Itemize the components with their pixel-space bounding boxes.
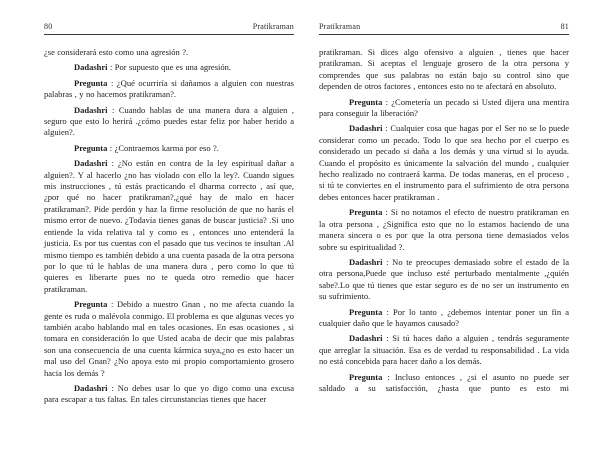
- paragraph: [319, 97, 569, 120]
- paragraph-text: : ¿Contraemos karma por eso ?.: [107, 142, 219, 153]
- speaker-label: Pregunta: [349, 306, 383, 317]
- speaker-label: Pregunta: [349, 96, 383, 107]
- paragraph: [319, 123, 569, 203]
- paragraph: [319, 207, 569, 253]
- paragraph: [319, 47, 569, 93]
- running-title: Pratikraman: [252, 22, 294, 31]
- paragraph: [44, 158, 294, 295]
- paragraph: [319, 372, 569, 395]
- paragraph-text: pratikraman. Si dices algo ofensivo a alguien , tienes que hacer pratikraman. Si aceptas el lenguaje grosero de la otra persona y comprendes que sus palabras no están bajo su control sino que dependen de otros factores , entonces esto no te afectará en absoluto.: [319, 47, 569, 92]
- speaker-label: Dadashri: [74, 158, 108, 169]
- paragraph-text: : Si tú haces daño a alguien , tendrás seguramente que arreglar la situación. Esa es de verdad tu responsabilidad . La vida no está concebida para hacer daño a los demás.: [319, 333, 569, 367]
- paragraph-text: ¿se considerará esto como una agresión ?.: [44, 47, 189, 57]
- paragraph-text: : Por supuesto que es una agresión.: [107, 62, 231, 73]
- speaker-label: Dadashri: [74, 62, 108, 73]
- paragraph-text: : Cualquier cosa que hagas por el Ser no se lo puede considerar como un pecado. Todo lo que sea hecho por el cuerpo es considerado un pecado si daña a los demás y una virtud si lo ayuda. Cuando el propósito es únicamente la salvación del mundo , cualquier hecho realizado no contraerá karma. De todas maneras, en el proceso , si tú te conviertes en el instrumento para el sufrimiento de otra persona debes entonces hacer pratikraman .: [319, 123, 569, 202]
- paragraph-text: : ¿Cometería un pecado si Usted dijera una mentira para conseguir la liberación?: [319, 96, 569, 119]
- paragraph: [44, 299, 294, 379]
- paragraph: [319, 257, 569, 303]
- paragraph: [319, 307, 569, 330]
- speaker-label: Pregunta: [74, 299, 108, 310]
- paragraph-text: : ¿No están en contra de la ley espiritual dañar a alguien?. Y al hacerlo ¿no has violado con ello la ley?. Cuando sigues mis instrucciones , tú estás practicando el dharma correcto , así que, ¿por qué no hacer pratikraman?,¿qué hay de malo en hacer pratikraman?. Pide perdón y haz la firme resolución de que no harás el mismo error de nuevo. ¿Todavía tienes ganas de buscar justicia? .Si uno entiende la vida relativa tal y como es , entonces uno entenderá la justicia. Es por tus cuentas con el pasado que tus vecinos te insultan .Al mismo tiempo es también debido a una cuenta pasada de la otra persona por lo que tú le hablas de una manera dura , pero como lo que tú quieres es liberarte pues no te queda otro remedio que hacer pratikraman.: [44, 158, 294, 294]
- paragraph: [44, 47, 294, 58]
- speaker-label: Pregunta: [349, 207, 383, 218]
- paragraph: [44, 143, 294, 154]
- paragraph-text: : Debido a nuestro Gnan , no me afecta cuando la gente es ruda o malévola conmigo. El problema es que algunas veces yo también acabo hablando mal en tales ocasiones. En esas ocasiones , si tomara en consideración lo que Usted acaba de decir que mis palabras son una consecuencia de una cuenta kármica suya,¿no es esto hacer un mal uso del Gnan? ¿No apoya esto mi propio comportamiento grosero hacia los demás ?: [44, 299, 294, 378]
- speaker-label: Dadashri: [349, 256, 383, 267]
- paragraph-text: : Incluso entonces , ¿si el asunto no puede ser saldado a su satisfacción, ¿hasta que punto es esto mi: [319, 371, 569, 393]
- page-number: 81: [560, 22, 569, 31]
- paragraph-text: : ¿Qué ocurriría si dañamos a alguien con nuestras palabras , y no hacemos pratikraman?.: [44, 77, 294, 100]
- paragraph: [44, 78, 294, 101]
- speaker-label: Dadashri: [349, 333, 383, 344]
- speaker-label: Pregunta: [74, 77, 108, 88]
- speaker-label: Pregunta: [349, 371, 383, 382]
- running-title: Pratikraman: [319, 22, 361, 31]
- paragraph-text: : Si no notamos el efecto de nuestro pratikraman en la otra persona , ¿Significa esto que no lo estamos haciendo de una manera sincera o es por que la otra persona tiene demasiados velos sobre su espiritualidad ?.: [319, 207, 569, 252]
- page-body: [44, 47, 294, 406]
- page-header: [319, 22, 569, 35]
- speaker-label: Dadashri: [349, 123, 383, 134]
- paragraph: [44, 62, 294, 73]
- paragraph-text: : Por lo tanto , ¿debemos intentar poner un fin a cualquier daño que le hayamos causado?: [319, 306, 569, 328]
- page-number: 80: [44, 22, 53, 31]
- paragraph-text: : No te preocupes demasiado sobre el estado de la otra persona,Puede que incluso esté perturbado mentalmente ,¿quién sabe?.Lo que tú tienes que estar seguro es de no ser un instrumento en su sufrimiento.: [319, 256, 569, 302]
- page-header: [44, 22, 294, 35]
- paragraph-text: : Cuando hablas de una manera dura a alguien , seguro que esto lo herirá .¿cómo puedes estar feliz por haber herido a alguien?.: [44, 104, 294, 138]
- speaker-label: Dadashri: [74, 382, 108, 393]
- speaker-label: Dadashri: [74, 104, 108, 115]
- paragraph: [44, 383, 294, 406]
- paragraph-text: : No debes usar lo que yo digo como una excusa para escapar a tus faltas. En tales circunstancias tienes que hacer: [44, 382, 294, 405]
- page-right: [300, 0, 600, 463]
- paragraph: [44, 105, 294, 139]
- speaker-label: Pregunta: [74, 142, 108, 153]
- paragraph: [319, 333, 569, 367]
- page-body: [319, 47, 569, 394]
